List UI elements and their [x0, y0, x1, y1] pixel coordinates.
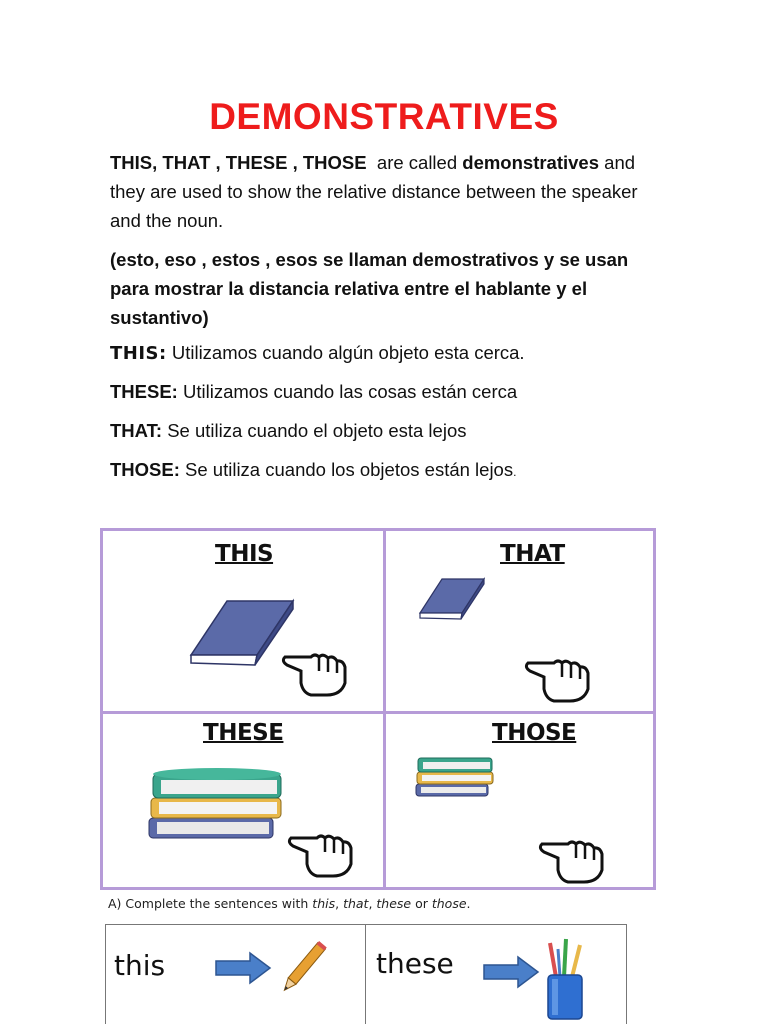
cell-these	[103, 714, 383, 887]
rule-these-term: THESE:	[110, 381, 178, 402]
cell-this	[103, 531, 383, 711]
exercise-word-these: these	[376, 947, 454, 980]
instr-word-this: this	[312, 896, 336, 911]
pencil-icon	[278, 937, 328, 999]
pointing-hand-icon	[538, 830, 608, 886]
intro-term: demonstratives	[462, 152, 600, 173]
rule-those	[110, 459, 516, 481]
rule-these	[110, 381, 517, 403]
rule-this-term: THIS:	[110, 343, 167, 364]
rule-those-trail: .	[513, 465, 517, 479]
instr-prefix: A) Complete the sentences with	[108, 896, 313, 911]
instr-end: .	[466, 896, 471, 911]
intro-paragraph	[110, 148, 670, 235]
pointing-hand-icon	[524, 649, 594, 705]
books-stack-icon	[147, 764, 287, 844]
label-that: THAT	[500, 541, 565, 567]
label-this: THIS	[215, 541, 274, 567]
exercise-word-this: this	[114, 949, 166, 982]
instr-word-these: these	[376, 896, 412, 911]
cell-that	[386, 531, 653, 711]
rule-those-term: THOSE:	[110, 459, 180, 480]
instr-word-those: those	[431, 896, 467, 911]
pointing-hand-icon	[281, 643, 351, 699]
exercise-divider	[365, 925, 366, 1024]
rule-those-desc: Se utiliza cuando los objetos están lejos	[179, 459, 514, 480]
page-title: DEMONSTRATIVES	[209, 96, 559, 137]
spanish-note: (esto, eso , estos , esos se llaman demostrativos y se usan para mostrar la distancia relativa entre el hablante y el sustantivo)	[110, 249, 629, 328]
books-stack-icon	[414, 752, 494, 800]
pointing-hand-icon	[287, 824, 357, 880]
rule-this	[110, 342, 525, 364]
exercise-instruction: A) Complete the sentences with this, that, these or those.	[108, 896, 471, 911]
rule-that	[110, 420, 466, 442]
label-those: THOSE	[492, 720, 577, 746]
label-these: THESE	[203, 720, 284, 746]
arrow-right-icon	[214, 951, 272, 985]
arrow-right-icon	[482, 955, 540, 989]
rule-these-desc: Utilizamos cuando las cosas están cerca	[177, 381, 518, 402]
intro-words: THIS, THAT , THESE , THOSE	[110, 152, 367, 173]
rule-that-term: THAT:	[110, 420, 163, 441]
instr-or: or	[411, 896, 432, 911]
instr-word-that: that	[343, 896, 369, 911]
pencil-cup-icon	[542, 937, 588, 1021]
exercise-table	[105, 924, 627, 1024]
rule-that-desc: Se utiliza cuando el objeto esta lejos	[162, 420, 467, 441]
intro-rest: and they are used to show the relative distance between the speaker and the noun.	[110, 152, 638, 231]
rule-this-desc: Utilizamos cuando algún objeto esta cerca.	[166, 342, 525, 363]
cell-those	[386, 714, 653, 887]
demonstratives-grid	[100, 528, 656, 890]
intro-mid: are called	[366, 152, 463, 173]
book-icon	[418, 577, 488, 623]
